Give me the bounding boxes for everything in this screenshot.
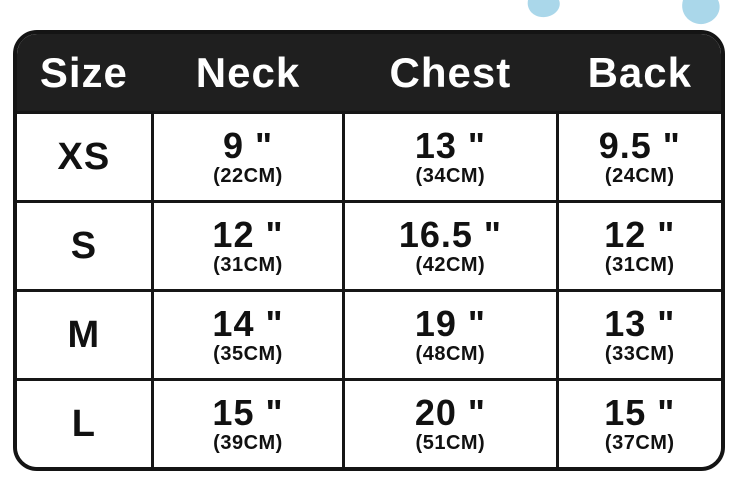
neck-measurement — [151, 381, 342, 467]
inches-value: 15 " — [604, 391, 676, 433]
cm-value: (34CM) — [415, 165, 486, 188]
back-measurement — [556, 381, 721, 467]
inches-value: 13 " — [604, 302, 676, 344]
size-label: XS — [57, 135, 111, 178]
cm-value: (39CM) — [213, 432, 283, 455]
inches-value: 12 " — [212, 213, 284, 255]
inches-value: 15 " — [212, 391, 284, 433]
back-measurement — [556, 114, 721, 200]
neck-measurement — [151, 114, 342, 200]
back-measurement — [556, 292, 721, 378]
back-measurement — [556, 203, 721, 289]
table-row-s — [17, 200, 721, 289]
neck-measurement — [151, 292, 342, 378]
inches-value: 13 " — [414, 124, 486, 166]
inches-value: 14 " — [212, 302, 284, 344]
cm-value: (22CM) — [213, 165, 283, 188]
neck-measurement — [151, 203, 342, 289]
cm-value: (24CM) — [604, 165, 675, 188]
chest-measurement — [342, 203, 555, 289]
paw-blob-icon — [528, 0, 560, 17]
paw-blob-icon — [682, 0, 719, 24]
column-header-neck: Neck — [151, 34, 342, 111]
column-header-back: Back — [556, 34, 721, 111]
size-label: M — [67, 313, 101, 356]
inches-value: 16.5 " — [398, 213, 502, 255]
chest-measurement — [342, 292, 555, 378]
cm-value: (48CM) — [415, 343, 486, 366]
inches-value: 9.5 " — [598, 124, 681, 166]
chest-measurement — [342, 114, 555, 200]
inches-value: 12 " — [604, 213, 676, 255]
cm-value: (33CM) — [604, 343, 675, 366]
table-row-m — [17, 289, 721, 378]
column-header-size: Size — [39, 48, 128, 96]
inches-value: 20 " — [414, 391, 486, 433]
size-label: S — [70, 224, 98, 267]
size-label: L — [71, 402, 96, 445]
cm-value: (51CM) — [415, 432, 486, 455]
cm-value: (31CM) — [604, 254, 675, 277]
table-row-xs — [17, 111, 721, 200]
size-chart-table — [13, 30, 725, 471]
table-row-l — [17, 378, 721, 467]
cm-value: (35CM) — [213, 343, 283, 366]
cm-value: (31CM) — [213, 254, 283, 277]
inches-value: 9 " — [222, 124, 274, 166]
cm-value: (42CM) — [415, 254, 486, 277]
inches-value: 19 " — [414, 302, 486, 344]
column-header-chest: Chest — [342, 34, 555, 111]
table-header-row — [17, 34, 721, 111]
cm-value: (37CM) — [604, 432, 675, 455]
chest-measurement — [342, 381, 555, 467]
